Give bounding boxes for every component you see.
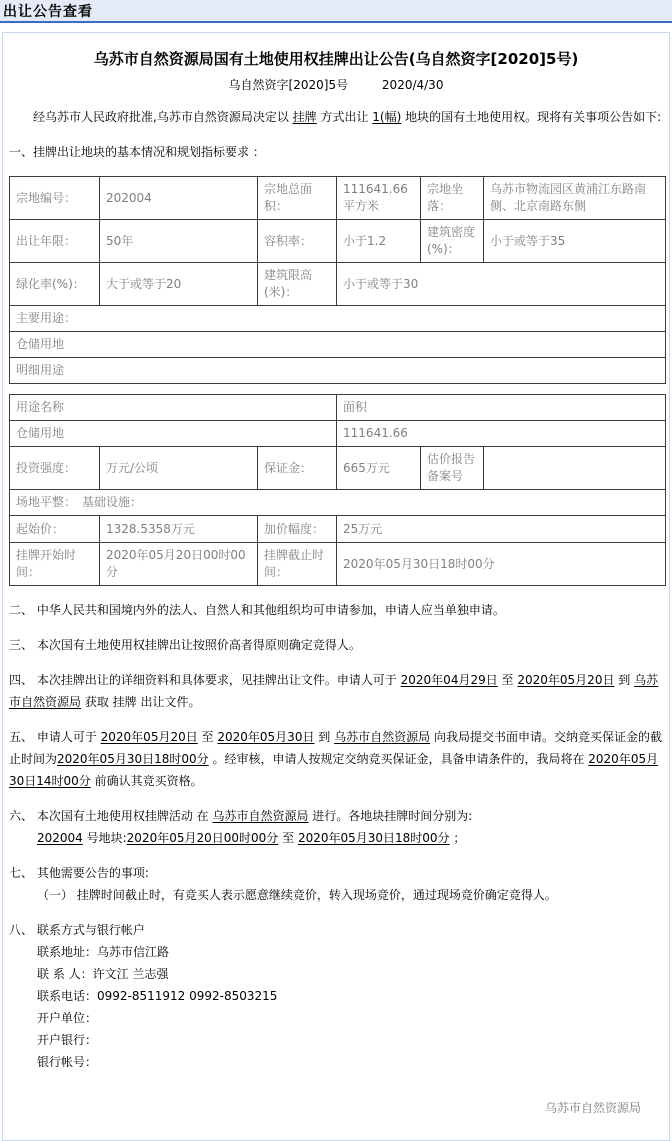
table-row: [10, 516, 666, 543]
page-title: 出让公告查看: [3, 3, 93, 20]
section-4: [9, 669, 663, 713]
table-row: [10, 543, 666, 586]
table-cell: 用途名称: [10, 395, 337, 421]
text-run: 开户银行：: [37, 1033, 98, 1047]
land-info-table-1: [9, 176, 666, 384]
underlined-value: 202004: [37, 831, 83, 845]
issuer-signature: 乌苏市自然资源局: [544, 1101, 641, 1115]
table-cell: 起始价：: [10, 516, 100, 543]
intro-paragraph: [9, 106, 663, 128]
text-run: （一） 挂牌时间截止时，有竞买人表示愿意继续竞价，转入现场竞价，通过现场竞价确定竞得人。: [37, 888, 557, 902]
contact-phone: [9, 985, 663, 1007]
table-cell: 建筑限高(米)：: [258, 263, 337, 306]
table-cell: 保证金：: [258, 447, 337, 490]
underlined-value: 2020年05月30日: [217, 730, 315, 744]
table-cell: 大于或等于20: [100, 263, 258, 306]
text-run: 联系地址：乌苏市信江路: [37, 945, 170, 959]
text-run: 至: [278, 831, 298, 845]
contact-address: [9, 941, 663, 963]
table-cell: 场地平整： 基础设施：: [10, 490, 666, 516]
table-cell: 1328.5358万元: [100, 516, 258, 543]
table-cell: 2020年05月20日00时00分: [100, 543, 258, 586]
text-run: 八、 联系方式与银行帐户: [9, 923, 145, 937]
table-cell: 容积率：: [258, 220, 337, 263]
section-6-schedule: [9, 827, 663, 849]
section-1-heading: [9, 141, 663, 163]
table-row: [10, 306, 666, 332]
underlined-value: 1(幅): [372, 110, 402, 124]
account-unit: [9, 1007, 663, 1029]
underlined-value: 挂牌: [292, 110, 317, 124]
section-7: [9, 862, 663, 884]
table-cell: 202004: [100, 177, 258, 220]
table-cell: [484, 447, 666, 490]
table-row: [10, 421, 666, 447]
table-cell: 出让年限：: [10, 220, 100, 263]
underlined-value: 2020年05月20日: [100, 730, 198, 744]
table-row: [10, 263, 666, 306]
account-bank: [9, 1029, 663, 1051]
text-run: 至: [497, 673, 518, 687]
land-info-table-2: [9, 394, 666, 586]
table-cell: 小于或等于35: [484, 220, 666, 263]
text-run: ；: [449, 831, 466, 845]
text-run: 二、 中华人民共和国境内外的法人、自然人和其他组织均可申请参加，申请人应当单独申请。: [9, 603, 505, 617]
table-row: [10, 332, 666, 358]
section-2: [9, 599, 663, 621]
text-run: 五、 申请人可于: [9, 730, 101, 744]
table-cell: 小于或等于30: [337, 263, 666, 306]
text-run: 方式出让: [316, 110, 373, 124]
table-cell: 建筑密度(%)：: [421, 220, 484, 263]
text-run: 六、 本次国有土地使用权挂牌活动 在: [9, 809, 213, 823]
table-cell: 绿化率(%)：: [10, 263, 100, 306]
account-number: [9, 1051, 663, 1073]
table-cell: 挂牌截止时间：: [258, 543, 337, 586]
text-run: 到: [314, 730, 335, 744]
table-cell: 111641.66: [337, 421, 666, 447]
text-run: 到: [614, 673, 635, 687]
section-3: [9, 634, 663, 656]
table-cell: 仓储用地: [10, 332, 666, 358]
text-run: 获取 挂牌 出让文件。: [81, 695, 201, 709]
table-row: [10, 220, 666, 263]
table-cell: 25万元: [337, 516, 666, 543]
underlined-value: 2020年04月29日: [400, 673, 498, 687]
table-cell: 111641.66平方米: [337, 177, 421, 220]
text-run: 号地块:: [82, 831, 127, 845]
underlined-value: 乌苏市自然资源局: [334, 730, 431, 744]
table-cell: 仓储用地: [10, 421, 337, 447]
underlined-value: 乌苏市自然资源局: [9, 673, 659, 709]
table-cell: 宗地总面积：: [258, 177, 337, 220]
text-run: 。经审核，申请人按规定交纳竞买保证金，具备申请条件的，我局将在: [208, 752, 589, 766]
underlined-value: 2020年05月20日00时00分: [126, 831, 279, 845]
page-header-bar: [0, 0, 672, 23]
table-cell: 50年: [100, 220, 258, 263]
text-run: 经乌苏市人民政府批准,乌苏市自然资源局决定以: [33, 110, 293, 124]
text-run: 联 系 人：许文江 兰志强: [37, 967, 169, 981]
notice-doc-number: 乌自然资字[2020]5号: [228, 78, 349, 92]
underlined-value: 2020年05月30日18时00分: [57, 752, 209, 766]
table-cell: 宗地编号：: [10, 177, 100, 220]
table-cell: 665万元: [337, 447, 421, 490]
text-run: 至: [197, 730, 218, 744]
underlined-value: 2020年05月20日: [517, 673, 615, 687]
table-cell: 乌苏市物流园区黄浦江东路南侧、北京南路东侧: [484, 177, 666, 220]
section-5: [9, 726, 663, 792]
table-cell: 估价报告备案号: [421, 447, 484, 490]
text-run: 进行。各地块挂牌时间分别为:: [308, 809, 473, 823]
table-cell: 明细用途: [10, 358, 666, 384]
announcement-document: [2, 32, 670, 1141]
text-run: 七、 其他需要公告的事项:: [9, 866, 149, 880]
underlined-value: 2020年05月30日18时00分: [297, 831, 450, 845]
underlined-value: 2020年05月30日14时00分: [9, 752, 659, 788]
text-run: 四、 本次挂牌出让的详细资料和具体要求，见挂牌出让文件。申请人可于: [9, 673, 401, 687]
text-run: 地块的国有土地使用权。现将有关事项公告如下:: [401, 110, 662, 124]
table-row: [10, 395, 666, 421]
table-cell: 万元/公顷: [100, 447, 258, 490]
notice-subtitle: [9, 76, 663, 93]
table-cell: 加价幅度：: [258, 516, 337, 543]
table-cell: 2020年05月30日18时00分: [337, 543, 666, 586]
table-row: [10, 490, 666, 516]
table-cell: 小于1.2: [337, 220, 421, 263]
notice-title: 乌苏市自然资源局国有土地使用权挂牌出让公告(乌自然资字[2020]5号): [93, 50, 579, 68]
table-row: [10, 177, 666, 220]
section-8: [9, 919, 663, 941]
text-run: 前确认其竞买资格。: [90, 774, 203, 788]
text-run: 开户单位：: [37, 1011, 98, 1025]
table-row: [10, 447, 666, 490]
section-7-item-1: [9, 884, 663, 906]
contact-person: [9, 963, 663, 985]
text-run: 银行帐号：: [37, 1055, 98, 1069]
underlined-value: 乌苏市自然资源局: [212, 809, 309, 823]
document-body: [9, 106, 663, 1073]
text-run: 向我局提交书面申请。交纳竞买保证金的截止时间为: [9, 730, 662, 766]
table-cell: 宗地坐落：: [421, 177, 484, 220]
table-cell: 挂牌开始时间：: [10, 543, 100, 586]
text-run: 三、 本次国有土地使用权挂牌出让按照价高者得原则确定竞得人。: [9, 638, 361, 652]
table-cell: 投资强度：: [10, 447, 100, 490]
text-run: 一、挂牌出让地块的基本情况和规划指标要求 ：: [9, 145, 265, 159]
text-run: 联系电话：0992-8511912 0992-8503215: [37, 989, 278, 1003]
notice-date: 2020/4/30: [381, 78, 444, 92]
table-cell: 面积: [337, 395, 666, 421]
table-row: [10, 358, 666, 384]
section-6: [9, 805, 663, 827]
table-cell: 主要用途：: [10, 306, 666, 332]
